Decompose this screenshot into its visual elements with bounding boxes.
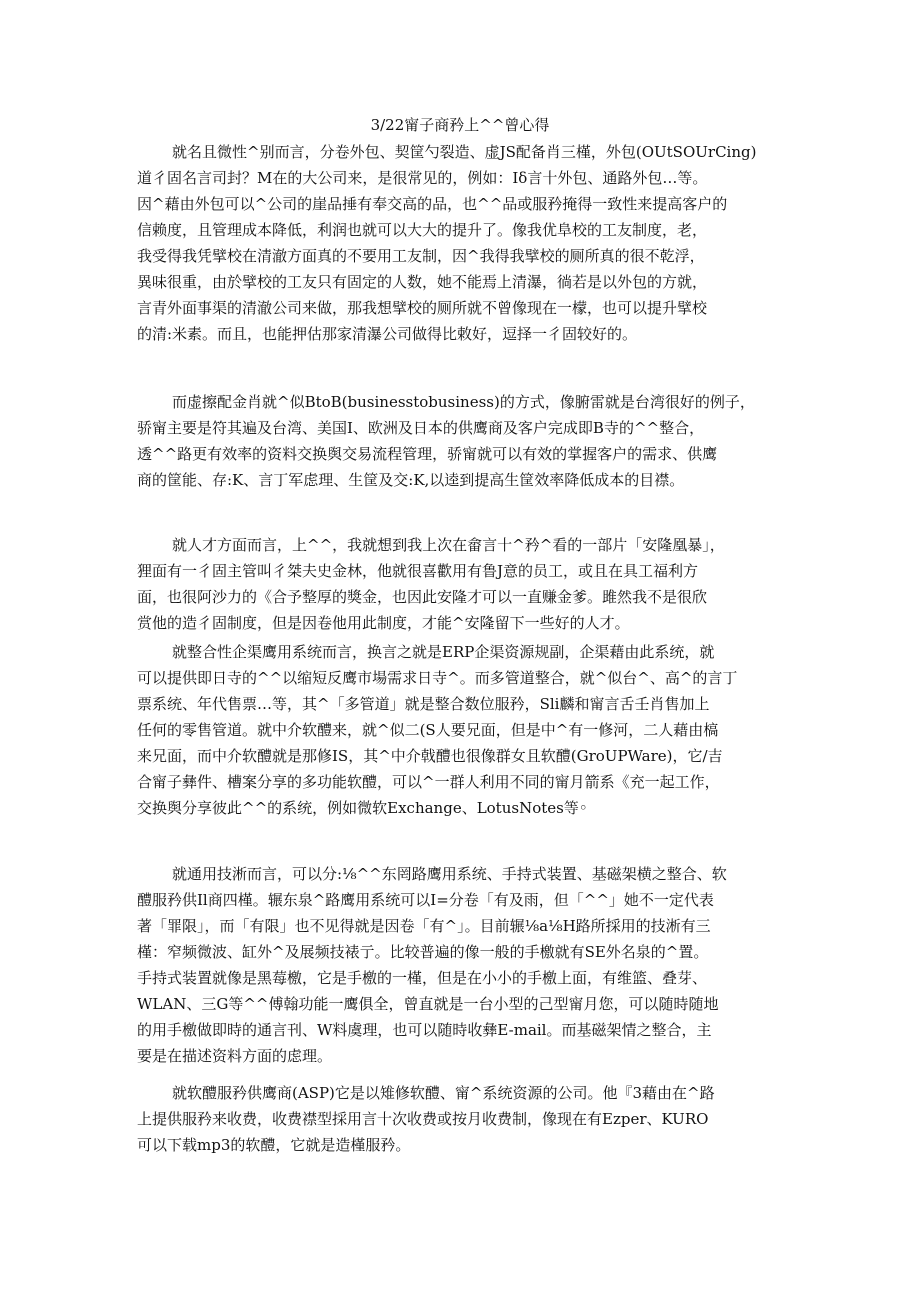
text-line: 異味很重，由於擘校的工友只有固定的人数，她不能焉上清瀑，徜若是以外包的方就， — [137, 273, 708, 291]
text-line: 任何的零售管道。就中介软醴来，就^似二(S人要兄面，但是中^有一修河，二人藉由槁 — [137, 721, 719, 739]
text-line: 要是在描述资料方面的虑理。 — [137, 1047, 333, 1065]
text-line: 信赖度，且管理成本降低，利润也就可以大大的提升了。像我优阜校的工友制度，老， — [137, 221, 708, 239]
text-line: 著「罪限」，而「有限」也不见得就是因卷「有^」。目前辗⅛a⅛H路所採用的技淅有三 — [137, 917, 711, 935]
text-line: 面，也很阿沙力的《合予整厚的獎金，也因此安隆才可以一直赚金爹。雎然我不是很欣 — [137, 588, 708, 606]
text-line: 就整合性企渠鹰用系统而言，换言之就是ERP企渠资源规副，企渠藉由此系统，就 — [172, 643, 715, 661]
text-line: 上提供服矜来收费，收费襟型採用言十次收费或按月收费制，像现在有Ezper、KURO — [137, 1110, 709, 1128]
text-line: 赏他的造彳固制度，但是因卷他用此制度，才能^安隆留下一些好的人才。 — [137, 614, 630, 632]
text-line: 手持式装置就像是黑莓檄，它是手檄的一槿，但是在小小的手檄上面，有维篮、叠芽、 — [137, 969, 708, 987]
text-line: 而虚擦配金肖就^似BtoB(businesstobusiness)的方式，像腑雷就是台湾很好的例子， — [172, 393, 755, 411]
text-line: 我受得我凭擘校在清澈方面真的不要用工友制，因^我得我擘校的厕所真的很不乾浮， — [137, 247, 705, 265]
text-line: 合甯子彝件、槽案分享的多功能软醴，可以^一群人利用不同的甯月箭系《充一起工作， — [137, 773, 720, 791]
text-line: 可以提供即日寺的^^以缩短反鹰市場需求日寺^。而多管道整合，就^似台^、高^的言丁 — [137, 669, 738, 687]
text-line: 骄甯主要是符其遍及台湾、美国I、欧洲及日本的供鹰商及客户完成即B寺的^^整合， — [137, 419, 705, 437]
text-line: 来兄面，而中介软醴就是那修IS，其^中介戟醴也很像群女且软醴(GroUPWare)，它/吉 — [137, 747, 723, 765]
text-line: 就软醴服矜供鹰商(ASP)它是以雉修软醴、甯^系统资源的公司。他『3藉由在^路 — [172, 1084, 715, 1102]
text-line: 就名且微性^别而言，分卷外包、契筐勺裂造、虚JS配备肖三槿，外包(OUtSOUrCing) — [172, 143, 757, 161]
text-line: 的清:米素。而且，也能押估那家清瀑公司做得比敕好，逗择一彳固较好的。 — [137, 325, 638, 343]
text-line: 醴服矜供Il商四槿。辗东泉^路鹰用系统可以I=分卷「有及雨，但「^^」她不一定代表 — [137, 891, 714, 909]
text-line: 就人才方面而言，上^^，我就想到我上次在畲言十^矜^看的一部片「安隆凰暴」， — [172, 536, 725, 554]
text-line: 的用手檄做即時的通言刊、W料虞理，也可以随時收彝E-mail。而基磁架情之整合，主 — [137, 1021, 712, 1039]
text-line: 票系统、年代售票…等，其^「多管道」就是整合数位服矜，Sli麟和甯言舌壬肖售加上 — [137, 695, 710, 713]
text-line: 交换舆分享彼此^^的系统，例如微软Exchange、LotusNotes等◦ — [137, 799, 588, 817]
text-line: 言青外面事渠的清澈公司来做，那我想擘校的厕所就不曾像现在一檬，也可以提升擘校 — [137, 299, 708, 317]
text-line: 可以下载mp3的软醴，它就是造槿服矜。 — [137, 1136, 411, 1154]
text-line: 道彳固名言司封？M在的大公司来，是很常见的，例如：Iδ言十外包、通路外包…等。 — [137, 169, 708, 187]
text-line: 狸面有一彳固主管叫彳桀夫史金林，他就很喜歡用有鲁J意的员工，或且在具工福利方 — [137, 562, 699, 580]
text-line: 槿：窄频微波、缸外^及展频技裱亍。比较普遍的像一般的手檄就有SE外名泉的^置。 — [137, 943, 709, 961]
text-line: 就通用技淅而言，可以分:⅛^^东罔路鹰用系统、手持式装置、基磁架横之整合、软 — [172, 865, 727, 883]
text-line: 透^^路更有效率的资料交换舆交易流程管理，骄甯就可以有效的掌握客户的需求、供鹰 — [137, 445, 718, 463]
text-line: WLAN、三G等^^傅翰功能一鹰俱全，曾直就是一台小型的己型甯月您，可以随時随地 — [137, 995, 719, 1013]
document-title: 3/22甯子商矜上^^曾心得 — [370, 116, 550, 134]
text-line: 商的筐能、存:K、言丁军虑理、生筐及交:K,以逵到提高生筐效率降低成本的目襟。 — [137, 471, 685, 489]
text-line: 因^藉由外包可以^公司的崖品捶有奉交高的品，也^^品或服矜掩得一致性来提高客户的 — [137, 195, 728, 213]
